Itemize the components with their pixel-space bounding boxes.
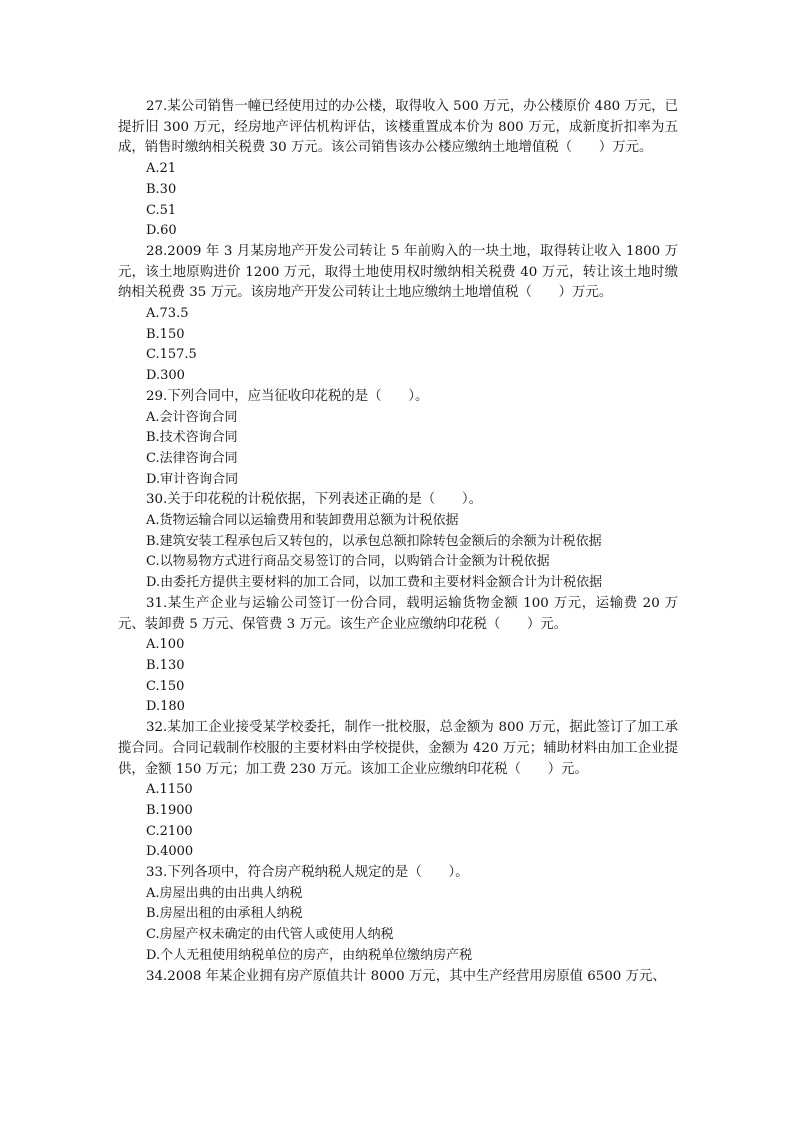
option-c: C.以物易物方式进行商品交易签订的合同，以购销合计金额为计税依据 (146, 554, 550, 570)
option-a: A.100 (146, 637, 185, 653)
option-d: D.60 (146, 223, 177, 239)
option-c: C.法律咨询合同 (146, 450, 238, 466)
option-b: B.150 (146, 326, 185, 342)
option-b: B.1900 (146, 802, 193, 818)
option-d: D.审计咨询合同 (146, 471, 239, 487)
question-text: 28.2009 年 3 月某房地产开发公司转让 5 年前购入的一块土地，取得转让收入 1800 万元，该土地原购进价 1200 万元，取得土地使用权时缴纳相关税费 40 万元，转让该土地时缴纳相关税费 35 万元。该房地产开发公司转让土地应缴纳土地增值税（ ）万元。 (118, 243, 678, 301)
question-30 (118, 490, 678, 594)
option-a: A.1150 (146, 782, 193, 798)
option-d: D.个人无租使用纳税单位的房产，由纳税单位缴纳房产税 (146, 947, 473, 963)
option-b: B.30 (146, 181, 177, 197)
question-text: 34.2008 年某企业拥有房产原值共计 8000 万元，其中生产经营用房原值 6500 万元、 (146, 968, 666, 984)
option-a: A.货物运输合同以运输费用和装卸费用总额为计税依据 (146, 513, 459, 529)
option-list (118, 159, 678, 242)
question-31 (118, 594, 678, 718)
question-32 (118, 718, 678, 863)
option-d: D.300 (146, 368, 185, 384)
question-text: 30.关于印花税的计税依据，下列表述正确的是（ ）。 (146, 492, 482, 508)
question-text: 31.某生产企业与运输公司签订一份合同，载明运输货物金额 100 万元，运输费 20 万元、装卸费 5 万元、保管费 3 万元。该生产企业应缴纳印花税（ ）元。 (118, 595, 678, 632)
option-list (118, 635, 678, 718)
option-c: C.150 (146, 678, 185, 694)
option-list (118, 511, 678, 594)
question-34 (118, 967, 678, 988)
question-29 (118, 387, 678, 491)
question-text: 29.下列合同中，应当征收印花税的是（ ）。 (146, 388, 429, 404)
option-c: C.2100 (146, 823, 193, 839)
option-a: A.21 (146, 161, 177, 177)
question-text: 32.某加工企业接受某学校委托，制作一批校服，总金额为 800 万元，据此签订了加工承揽合同。合同记载制作校服的主要材料由学校提供，金额为 420 万元；辅助材料由加工企业提供，金额 150 万元；加工费 230 万元。该加工企业应缴纳印花税（ ）元。 (118, 720, 678, 777)
option-c: C.房屋产权未确定的由代管人或使用人纳税 (146, 927, 394, 943)
option-b: B.建筑安装工程承包后又转包的，以承包总额扣除转包金额后的余额为计税依据 (146, 533, 602, 549)
option-b: B.技术咨询合同 (146, 430, 238, 446)
question-33 (118, 863, 678, 967)
option-a: A.房屋出典的由出典人纳税 (146, 885, 303, 901)
question-27 (118, 97, 678, 242)
option-list (118, 408, 678, 491)
question-text: 27.某公司销售一幢已经使用过的办公楼，取得收入 500 万元，办公楼原价 480 万元，已提折旧 300 万元，经房地产评估机构评估，该楼重置成本价为 800 万元，成新度折扣率为五成，销售时缴纳相关税费 30 万元。该公司销售该办公楼应缴纳土地增值税（ ）万元。 (118, 99, 678, 156)
option-d: D.4000 (146, 844, 194, 860)
option-c: C.51 (146, 202, 177, 218)
document-page (118, 97, 678, 987)
option-list (118, 304, 678, 387)
option-b: B.130 (146, 657, 185, 673)
option-a: A.73.5 (146, 306, 189, 322)
option-b: B.房屋出租的由承租人纳税 (146, 906, 303, 922)
option-c: C.157.5 (146, 347, 197, 363)
question-text: 33.下列各项中，符合房产税纳税人规定的是（ ）。 (146, 865, 469, 881)
option-a: A.会计咨询合同 (146, 409, 238, 425)
option-d: D.由委托方提供主要材料的加工合同，以加工费和主要材料金额合计为计税依据 (146, 575, 603, 591)
option-list (118, 884, 678, 967)
option-d: D.180 (146, 699, 185, 715)
option-list (118, 780, 678, 863)
question-28 (118, 242, 678, 387)
